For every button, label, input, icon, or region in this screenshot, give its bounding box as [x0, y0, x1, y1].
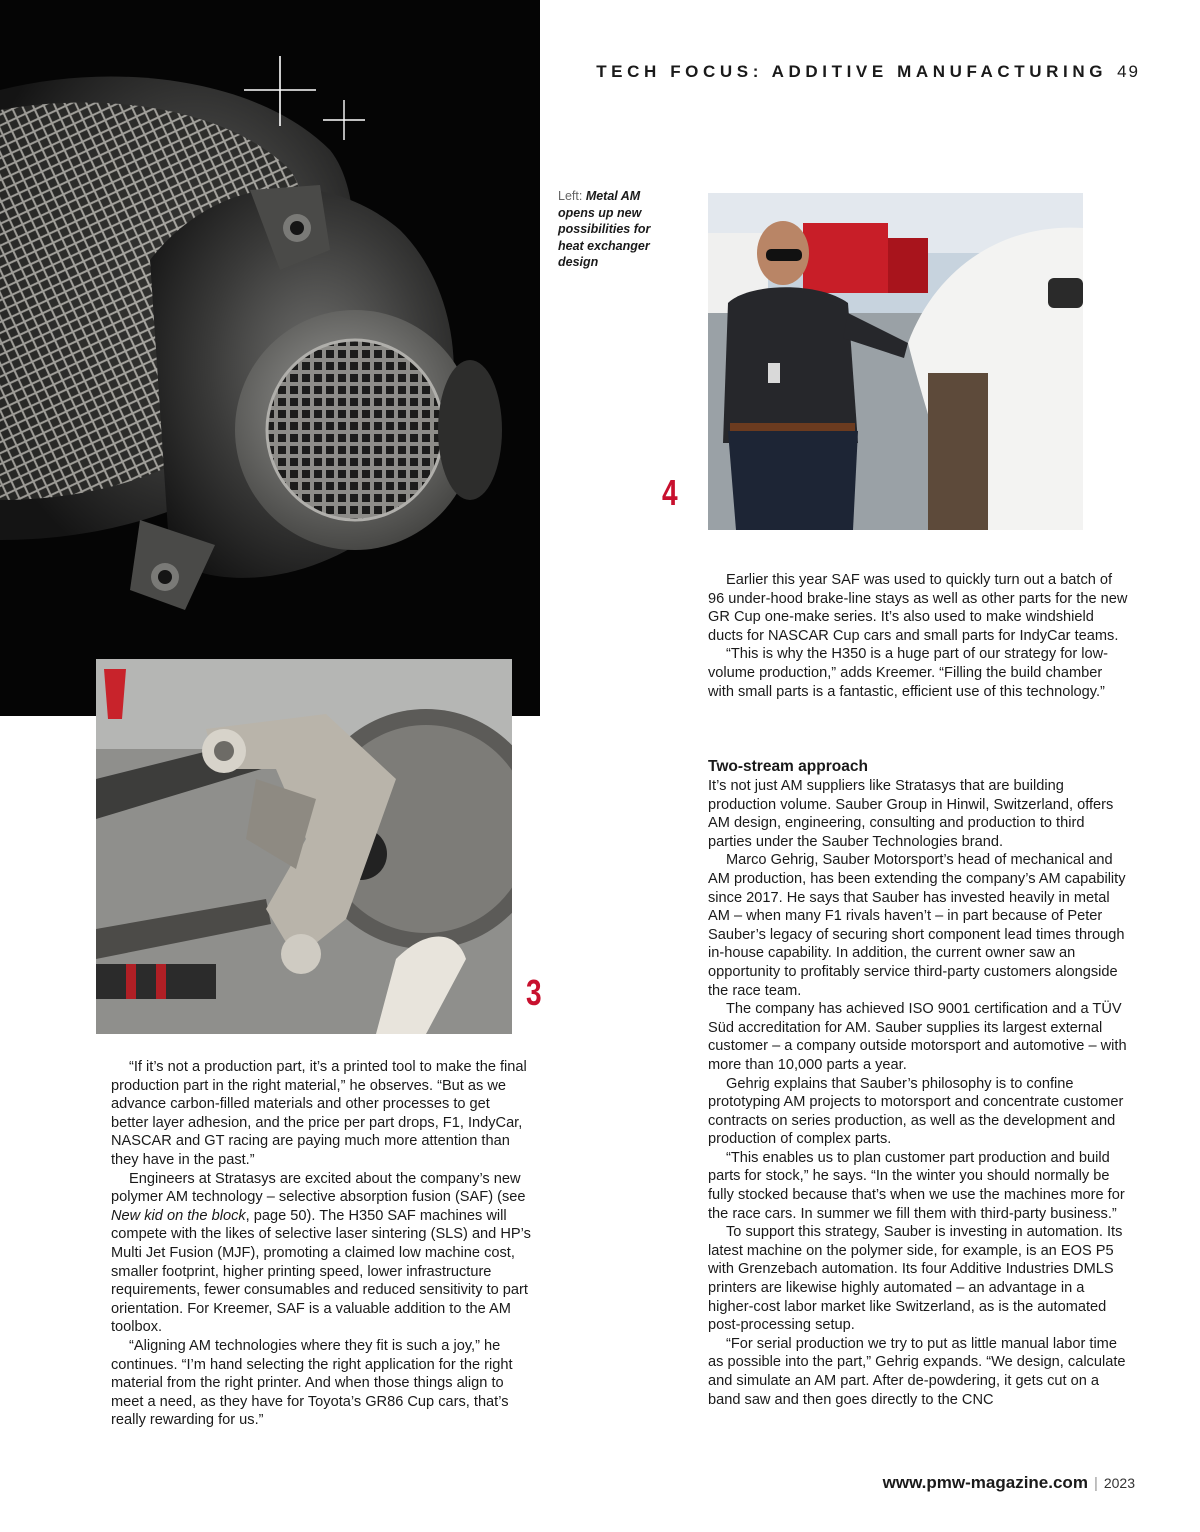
paragraph: “This is why the H350 is a huge part of our strategy for low-volume production,” adds Kreemer. “Filling the build chamber with small parts is a fantastic, efficient use of this technology.”: [708, 646, 1109, 700]
body-column-right-top: [708, 571, 1128, 701]
paragraph: It’s not just AM suppliers like Stratasys that are building production volume. Sauber Group in Hinwil, Switzerland, offers AM design, engineering, consulting and production to third parties under the Sauber Technologies brand.: [708, 778, 1114, 850]
body-column-left: [111, 1058, 531, 1430]
figure-number-3: 3: [526, 972, 542, 1013]
paragraph: Earlier this year SAF was used to quickly turn out a batch of 96 under-hood brake-line stays as well as other parts for the new GR Cup one-make series. It’s also used to make windshield ducts for NASCAR Cup cars and small parts for IndyCar teams.: [708, 572, 1128, 644]
paragraph: [111, 1170, 531, 1337]
paragraph: To support this strategy, Sauber is investing in automation. Its latest machine on the polymer side, for example, is an EOS P5 with Grenzebach automation. Its four Additive Industries DMLS printers are likewise highly automated – an advantage in a higher-cost labor market like Switzerland, as is the automated post-processing setup.: [708, 1224, 1123, 1334]
paragraph: “For serial production we try to put as little manual labor time as possible into the part,” Gehrig expands. “We design, calculate and simulate an AM part. After de-powdering, it gets cut on a band saw and then goes directly to the CNC: [708, 1335, 1126, 1408]
footer-year: 2023: [1103, 1475, 1135, 1491]
paragraph: The company has achieved ISO 9001 certification and a TÜV Süd accreditation for AM. Sauber supplies its largest external customer – a company outside motorsport and automotive – with more than 10,000 parts a year.: [708, 1001, 1127, 1073]
engineer-photo: [708, 193, 1083, 530]
caption-label: Left:: [558, 189, 583, 203]
running-header: [560, 62, 1140, 82]
paragraph-text: Engineers at Stratasys are excited about the company’s new polymer AM technology – selective absorption fusion (SAF) (see: [111, 1170, 526, 1206]
paragraph: Marco Gehrig, Sauber Motorsport’s head of mechanical and AM production, has been extending the company’s AM capability since 2017. He says that Sauber has invested heavily in metal AM – when many F1 rivals haven’t – in part because of Peter Sauber’s legacy of securing short component lead times through in-house capability. In addition, the current owner saw an opportunity to profitably service third-party customers alongside the race team.: [708, 852, 1126, 999]
paragraph: “Aligning AM technologies where they fit is such a joy,” he continues. “I’m hand selecting the right application for the right material from the right printer. And when those things align to meet a need, as they have for Toyota’s GR86 Cup cars, that’s really rewarding for us.”: [111, 1337, 513, 1429]
section-heading: Two-stream approach: [708, 758, 868, 775]
heat-exchanger-photo: [0, 0, 540, 716]
photo-caption: [558, 188, 668, 271]
article-reference: New kid on the block: [111, 1207, 246, 1224]
page-number: 49: [1117, 62, 1140, 81]
section-title: TECH FOCUS: ADDITIVE MANUFACTURING: [596, 62, 1108, 81]
figure-number-4: 4: [662, 472, 678, 513]
page-footer: [700, 1473, 1135, 1493]
caption-text: Metal AM opens up new possibilities for heat exchanger design: [558, 189, 651, 269]
paragraph: “If it’s not a production part, it’s a printed tool to make the final production part in the right material,” he observes. “But as we advance carbon-filled materials and other processes to get better layer adhesion, and the price per part drops, F1, IndyCar, NASCAR and GT racing are paying much more attention than they have in the past.”: [111, 1059, 527, 1168]
suspension-photo: [96, 659, 512, 1034]
paragraph: Gehrig explains that Sauber’s philosophy is to confine prototyping AM projects to motorsport and concentrate customer contracts on series production, as well as the development and production of complex parts.: [708, 1075, 1124, 1148]
footer-separator: |: [1093, 1475, 1098, 1492]
paragraph: “This enables us to plan customer part production and build parts for stock,” he says. “In the winter you should normally be fully stocked because that’s when we use the machines more for the race cars. In summer we fill them with third-party business.”: [708, 1149, 1125, 1222]
website-link[interactable]: www.pmw-magazine.com: [882, 1473, 1088, 1492]
body-column-right-bottom: [708, 757, 1130, 1409]
paragraph-text: , page 50). The H350 SAF machines will compete with the likes of selective laser sintering (SLS) and HP’s Multi Jet Fusion (MJF), promoting a claimed low machine cost, smaller footprint, higher printing speed, lower infrastructure requirements, fewer consumables and reduced sensitivity to part orientation. For Kreemer, SAF is a valuable addition to the AM toolbox.: [111, 1207, 531, 1336]
